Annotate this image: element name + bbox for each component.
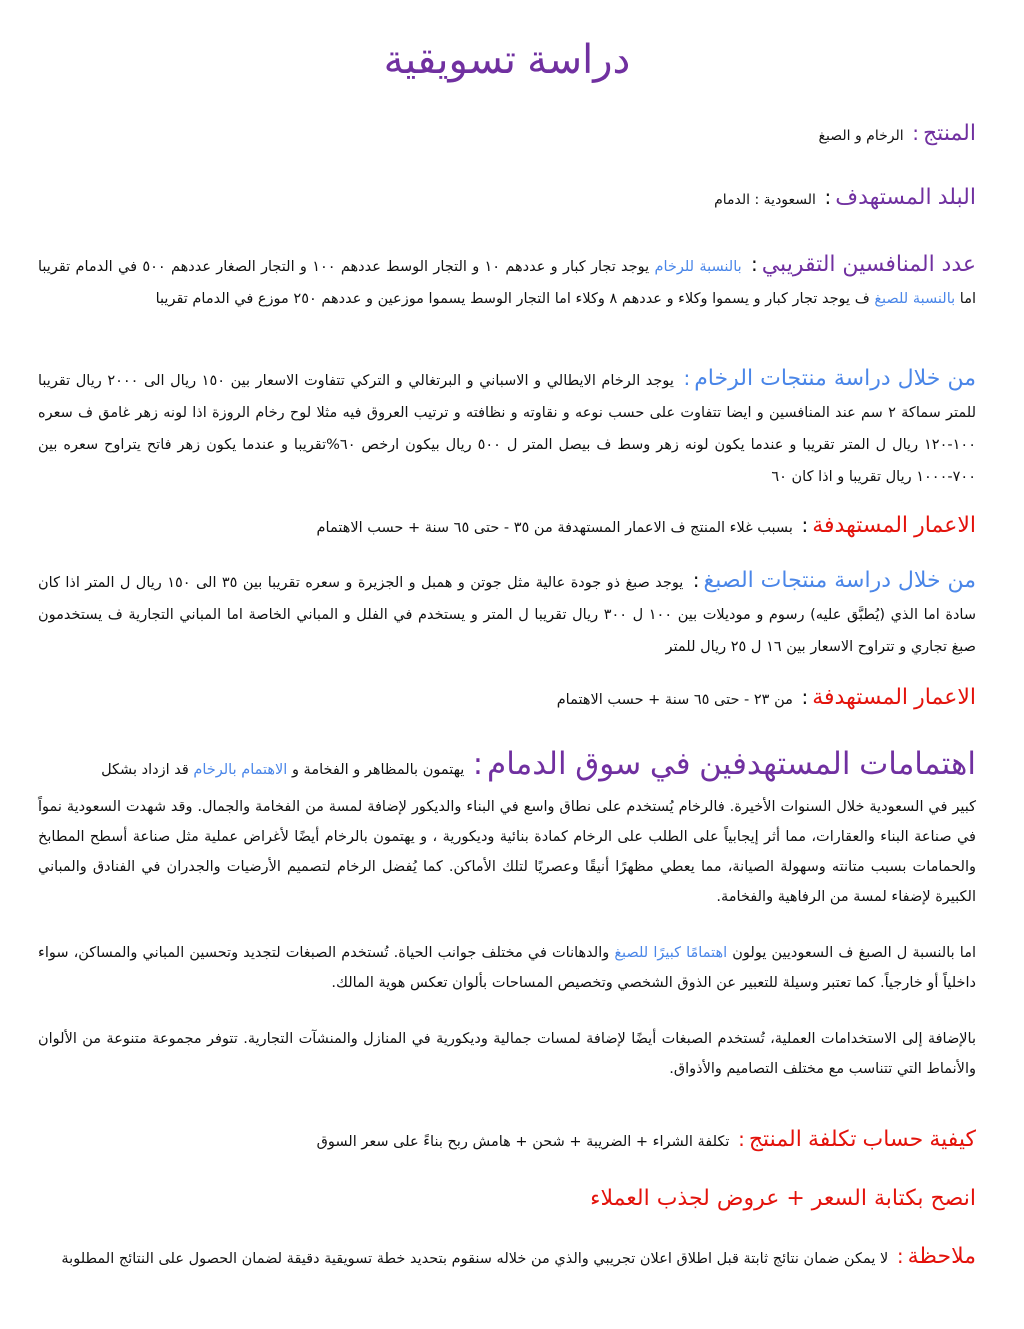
interests-section: اهتمامات المستهدفين في سوق الدمام: يهتمون بالمظاهر و الفخامة و الاهتمام بالرخام قد ازداد بشكل كبير في السعودية خلال السنوات الأخيرة. فالرخام يُستخدم على نطاق واسع في البناء والديكور لإضافة لمسة من الفخامة والجمال. وقد شهدت السعودية نمواً في صناعة البناء والعقارات، مما أثر إيجابياً على الطلب على الرخام كمادة بنائية وديكورية ، و يهتمون بالرخام أيضًا لأغراض عملية مثل صناعة أسطح المطابخ والحمامات بسبب متانته وسهولة الصيانة، مما يعطي مظهرًا أنيقًا وعصريًا لتلك الأماكن. كما يُفضل الرخام لتصميم الأرضيات والجدران في الفنادق والمباني الكبيرة لإضفاء لمسة من الرفاهية والفخامة. اما بالنسبة ل الصبغ ف السعوديين يولون اهتمامًا كبيرًا للصبغ والدهانات في مختلف جوانب الحياة. تُستخدم الصبغات لتجديد وتحسين المباني والمساكن، سواء داخلياً أو خارجياً. كما تعتبر وسيلة للتعبير عن الذوق الشخصي وتخصيص المساحات بألوان تعكس هوية المالك. بالإضافة إلى الاستخدامات العملية، تُستخدم الصبغات أيضًا لإضافة لمسات جمالية وديكورية في المنازل والمنشآت التجارية. تتوفر مجموعة متنوعة من الألوان والأنماط التي تتناسب مع مختلف التصاميم والأذواق. [38, 742, 976, 1084]
paint-ages-text: من ٢٣ - حتى ٦٥ سنة + حسب الاهتمام [556, 692, 793, 708]
paint-ages-section: الاعمار المستهدفة: من ٢٣ - حتى ٦٥ سنة + حسب الاهتمام [556, 684, 976, 709]
cost-section: كيفية حساب تكلفة المنتج: تكلفة الشراء + الضريبة + شحن + هامش ربح بناءً على سعر السوق [316, 1126, 976, 1151]
paint-ages-label: الاعمار المستهدفة [812, 684, 976, 709]
marble-ages-label: الاعمار المستهدفة [812, 512, 976, 537]
interests-para-3: بالإضافة إلى الاستخدامات العملية، تُستخدم الصبغات أيضًا لإضافة لمسات جمالية وديكورية في المنازل والمنشآت التجارية. تتوفر مجموعة متنوعة من الألوان والأنماط التي تتناسب مع مختلف التصاميم والأذواق. [38, 1031, 976, 1077]
interests-para-2-b: والدهانات في مختلف جوانب الحياة. تُستخدم الصبغات لتجديد وتحسين المباني والمساكن، سواء داخلياً أو خارجياً. كما تعتبر وسيلة للتعبير عن الذوق الشخصي وتخصيص المساحات بألوان تعكس هوية المالك. [38, 945, 976, 991]
note-label: ملاحظة [907, 1243, 976, 1268]
competitors-label: عدد المنافسين التقريبي [761, 251, 977, 276]
product-value: الرخام و الصبغ [818, 128, 904, 144]
advice-line: انصح بكتابة السعر + عروض لجذب العملاء [590, 1186, 976, 1211]
interests-para-2 [38, 938, 976, 998]
paint-study-text: يوجد صبغ ذو جودة عالية مثل جوتن و همبل و الجزيرة و سعره تقريبا بين ٣٥ الى ١٥٠ ريال ل المتر اذا كان سادة اما الذي (يُطبَّق عليه) رسوم و موديلات بين ١٠٠ ل ٣٠٠ ريال تقريبا ل المتر و يستخدم في الفلل و المباني الخاصة اما المباني التجارية ف يستخدمون صبغ تجاري و تتراوح الاسعار بين ١٦ ل ٢٥ ريال للمتر [38, 575, 976, 655]
marble-ages-section: الاعمار المستهدفة: بسبب غلاء المنتج ف الاعمار المستهدفة من ٣٥ - حتى ٦٥ سنة + حسب الاهتمام [316, 512, 976, 537]
document-title: دراسة تسويقية [383, 38, 631, 82]
product-section: المنتج: الرخام و الصبغ [818, 120, 976, 145]
interests-intro-blue: الاهتمام بالرخام [193, 762, 288, 778]
note-section: ملاحظة: لا يمكن ضمان نتائج ثابتة قبل اطلاق اعلان تجريبي والذي من خلاله سنقوم بتحديد خطة تسويقية دقيقة لضمان الحصول على النتائج المطلوبة [61, 1243, 976, 1268]
marble-ages-text: بسبب غلاء المنتج ف الاعمار المستهدفة من ٣٥ - حتى ٦٥ سنة + حسب الاهتمام [316, 520, 793, 536]
document-page [38, 0, 977, 1268]
competitors-section: عدد المنافسين التقريبي: بالنسبة للرخام يوجد تجار كبار و عددهم ١٠ و التجار الوسط عددهم ١٠٠ و التجار الصغار عددهم ٥٠٠ في الدمام تقريبا اما بالنسبة للصبغ ف يوجد تجار كبار و يسموا وكلاء و عددهم ٨ وكلاء اما التجار الوسط يسموا موزعين و عددهم ٢٥٠ موزع في الدمام تقريبا [38, 251, 977, 307]
competitors-paint-label: بالنسبة للصبغ [874, 291, 956, 307]
interests-label: اهتمامات المستهدفين في سوق الدمام [487, 746, 976, 781]
interests-para-1: كبير في السعودية خلال السنوات الأخيرة. فالرخام يُستخدم على نطاق واسع في البناء والديكور لإضافة لمسة من الفخامة والجمال. وقد شهدت السعودية نمواً في صناعة البناء والعقارات، مما أثر إيجابياً على الطلب على الرخام كمادة بنائية وديكورية ، و يهتمون بالرخام أيضًا لأغراض عملية مثل صناعة أسطح المطابخ والحمامات بسبب متانته وسهولة الصيانة، مما يعطي مظهرًا أنيقًا وعصريًا لتلك الأماكن. كما يُفضل الرخام لتصميم الأرضيات والجدران في الفنادق والمباني الكبيرة لإضفاء لمسة من الرفاهية والفخامة. [38, 799, 976, 905]
interests-para-2-blue: اهتمامًا كبيرًا للصبغ [614, 945, 728, 961]
competitors-marble-text: يوجد تجار كبار و عددهم ١٠ و التجار الوسط عددهم ١٠٠ و التجار الصغار عددهم ٥٠٠ في الدمام تقريبا اما [38, 259, 976, 307]
interests-para-2-a: اما بالنسبة ل الصبغ ف السعوديين يولون [732, 945, 976, 961]
cost-label: كيفية حساب تكلفة المنتج [748, 1126, 976, 1151]
cost-text: تكلفة الشراء + الضريبة + شحن + هامش ربح بناءً على سعر السوق [316, 1134, 730, 1150]
note-text: لا يمكن ضمان نتائج ثابتة قبل اطلاق اعلان تجريبي والذي من خلاله سنقوم بتحديد خطة تسويقية دقيقة لضمان الحصول على النتائج المطلوبة [61, 1251, 889, 1267]
country-section: البلد المستهدف: السعودية : الدمام [714, 184, 976, 209]
marble-study-section: من خلال دراسة منتجات الرخام: يوجد الرخام الايطالي و الاسباني و البرتغالي و التركي تتفاوت الاسعار بين ١٥٠ ريال الى ٢٠٠٠ ريال تقريبا للمتر سماكة ٢ سم عند المنافسين و ايضا تتفاوت على حسب نوعه و نقاوته و نظافته و ترتيب العروق فيه مثلا لوح رخام الروزة اذا لونه زهر غامق ف سعره ١٠٠-١٢٠ ريال ل المتر تقريبا و عندما يكون لونه زهر وسط ف بيصل المتر ل ٥٠٠ ريال بيكون ارخص ٦٠%تقريبا و عندما يكون زهر فاتح يتراوح سعره بين ٧٠٠-١٠٠٠ ريال تقريبا و اذا كان ٦٠ [38, 365, 976, 485]
marble-study-label: من خلال دراسة منتجات الرخام [694, 365, 976, 390]
product-label: المنتج [922, 120, 976, 145]
interests-intro-a: يهتمون بالمظاهر و الفخامة و [291, 762, 465, 778]
country-label: البلد المستهدف [835, 184, 976, 209]
interests-intro-b: قد ازداد بشكل [101, 762, 189, 778]
competitors-paint-text: ف يوجد تجار كبار و يسموا وكلاء و عددهم ٨ وكلاء اما التجار الوسط يسموا موزعين و عددهم ٢٥٠ موزع في الدمام تقريبا [155, 291, 870, 307]
paint-study-label: من خلال دراسة منتجات الصبغ [703, 567, 977, 592]
competitors-marble-label: بالنسبة للرخام [654, 259, 742, 275]
paint-study-section: من خلال دراسة منتجات الصبغ: يوجد صبغ ذو جودة عالية مثل جوتن و همبل و الجزيرة و سعره تقريبا بين ٣٥ الى ١٥٠ ريال ل المتر اذا كان سادة اما الذي (يُطبَّق عليه) رسوم و موديلات بين ١٠٠ ل ٣٠٠ ريال تقريبا ل المتر و يستخدم في الفلل و المباني الخاصة اما المباني التجارية ف يستخدمون صبغ تجاري و تتراوح الاسعار بين ١٦ ل ٢٥ ريال للمتر [38, 567, 977, 655]
country-value: السعودية : الدمام [714, 192, 816, 208]
marble-study-text: يوجد الرخام الايطالي و الاسباني و البرتغالي و التركي تتفاوت الاسعار بين ١٥٠ ريال الى ٢٠٠٠ ريال تقريبا للمتر سماكة ٢ سم عند المنافسين و ايضا تتفاوت على حسب نوعه و نقاوته و نظافته و ترتيب العروق فيه مثلا لوح رخام الروزة اذا لونه زهر غامق ف سعره ١٠٠-١٢٠ ريال ل المتر تقريبا و عندما يكون لونه زهر وسط ف بيصل المتر ل ٥٠٠ ريال بيكون ارخص ٦٠%تقريبا و عندما يكون زهر فاتح يتراوح سعره بين ٧٠٠-١٠٠٠ ريال تقريبا و اذا كان ٦٠ [38, 373, 976, 485]
